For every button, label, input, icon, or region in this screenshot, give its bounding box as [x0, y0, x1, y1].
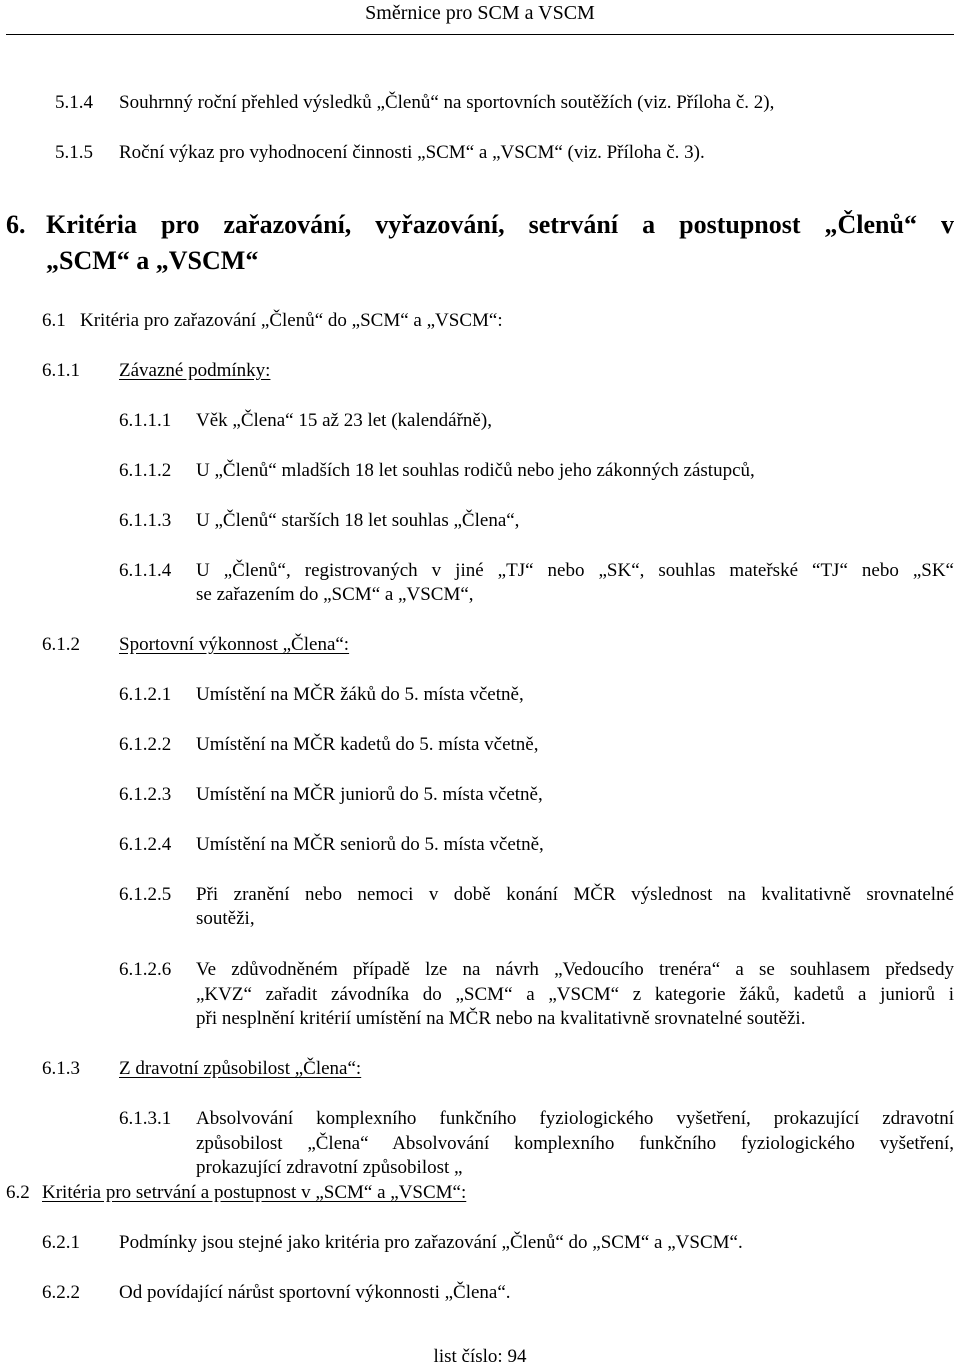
item-number: 6.1.2.1: [119, 684, 172, 705]
item-text: Podmínky jsou stejné jako kritéria pro zařazování „Členů“ do „SCM“ a „VSCM“.: [119, 1232, 743, 1253]
item-number: 6.1.2.3: [119, 784, 172, 805]
item-text-line3: prokazující zdravotní způsobilost „: [196, 1157, 463, 1178]
item-number: 6.1.3.1: [119, 1108, 172, 1129]
item-number: 6.1.1.3: [119, 510, 172, 531]
item-text: Kritéria pro zařazování „Členů“ do „SCM“ a „VSCM“:: [80, 310, 503, 331]
item-text-line2: způsobilost „Člena“ Absolvování komplexního funkčního fyziologického vyšetření,: [196, 1133, 954, 1154]
item-text-line2: se zařazením do „SCM“ a „VSCM“,: [196, 584, 474, 605]
item-text: U „Členů“ starších 18 let souhlas „Člena“,: [196, 510, 520, 531]
item-text: Umístění na MČR juniorů do 5. místa včetně,: [196, 784, 543, 805]
item-text: Umístění na MČR žáků do 5. místa včetně,: [196, 684, 524, 705]
item-number: 6.1.1.4: [119, 560, 172, 581]
item-number: 6.1.2: [42, 634, 80, 655]
subheading-text: Závazné podmínky:: [119, 360, 271, 381]
section-heading-line2: „SCM“ a „VSCM“: [46, 246, 259, 275]
item-text: Věk „Člena“ 15 až 23 let (kalendářně),: [196, 410, 492, 431]
item-text: Souhrnný roční přehled výsledků „Členů“ na sportovních soutěžích (viz. Příloha č. 2),: [119, 92, 775, 113]
section-heading-line1: Kritéria pro zařazování, vyřazování, setrvání a postupnost „Členů“ v: [46, 210, 954, 239]
item-number: 6.1.2.2: [119, 734, 172, 755]
item-text-line2: „KVZ“ zařadit závodníka do „SCM“ a „VSCM“ z kategorie žáků, kadetů a juniorů i: [196, 984, 954, 1005]
item-number: 6.2.1: [42, 1232, 80, 1253]
item-number: 6.1.2.4: [119, 834, 172, 855]
item-text: Umístění na MČR kadetů do 5. místa včetně,: [196, 734, 539, 755]
item-number: 6.2.2: [42, 1282, 80, 1303]
subheading-text: Z dravotní způsobilost „Člena“:: [119, 1058, 362, 1079]
item-number: 5.1.5: [55, 142, 93, 163]
item-number: 6.1.1.2: [119, 460, 172, 481]
item-number: 6.1.3: [42, 1058, 80, 1079]
item-text-line2: soutěži,: [196, 908, 255, 929]
item-text: Roční výkaz pro vyhodnocení činnosti „SCM“ a „VSCM“ (viz. Příloha č. 3).: [119, 142, 705, 163]
item-number: 5.1.4: [55, 92, 93, 113]
subheading-text: Kritéria pro setrvání a postupnost v „SCM“ a „VSCM“:: [42, 1182, 467, 1203]
subheading-text: Sportovní výkonnost „Člena“:: [119, 634, 350, 655]
item-number: 6.1.2.5: [119, 884, 172, 905]
item-text: Umístění na MČR seniorů do 5. místa včetně,: [196, 834, 544, 855]
item-text-line1: U „Členů“, registrovaných v jiné „TJ“ nebo „SK“, souhlas mateřské “TJ“ nebo „SK“: [196, 560, 954, 581]
page-header-title: Směrnice pro SCM a VSCM: [365, 2, 595, 24]
section-heading-number: 6.: [6, 210, 26, 239]
item-text: U „Členů“ mladších 18 let souhlas rodičů nebo jeho zákonných zástupců,: [196, 460, 755, 481]
header-rule: [6, 34, 954, 35]
item-number: 6.2: [6, 1182, 30, 1203]
page-number: list číslo: 94: [433, 1346, 527, 1367]
item-text-line1: Absolvování komplexního funkčního fyziologického vyšetření, prokazující zdravotní: [196, 1108, 954, 1129]
item-text: Od povídající nárůst sportovní výkonnosti „Člena“.: [119, 1282, 511, 1303]
item-text-line1: Při zranění nebo nemoci v době konání MČR výslednost na kvalitativně srovnatelné: [196, 884, 954, 905]
item-number: 6.1.2.6: [119, 959, 172, 980]
item-number: 6.1: [42, 310, 66, 331]
item-text-line3: při nesplnění kritérií umístění na MČR nebo na kvalitativně srovnatelné soutěži.: [196, 1008, 806, 1029]
item-number: 6.1.1: [42, 360, 80, 381]
item-text-line1: Ve zdůvodněném případě lze na návrh „Vedoucího trenéra“ a se souhlasem předsedy: [196, 959, 954, 980]
item-number: 6.1.1.1: [119, 410, 172, 431]
